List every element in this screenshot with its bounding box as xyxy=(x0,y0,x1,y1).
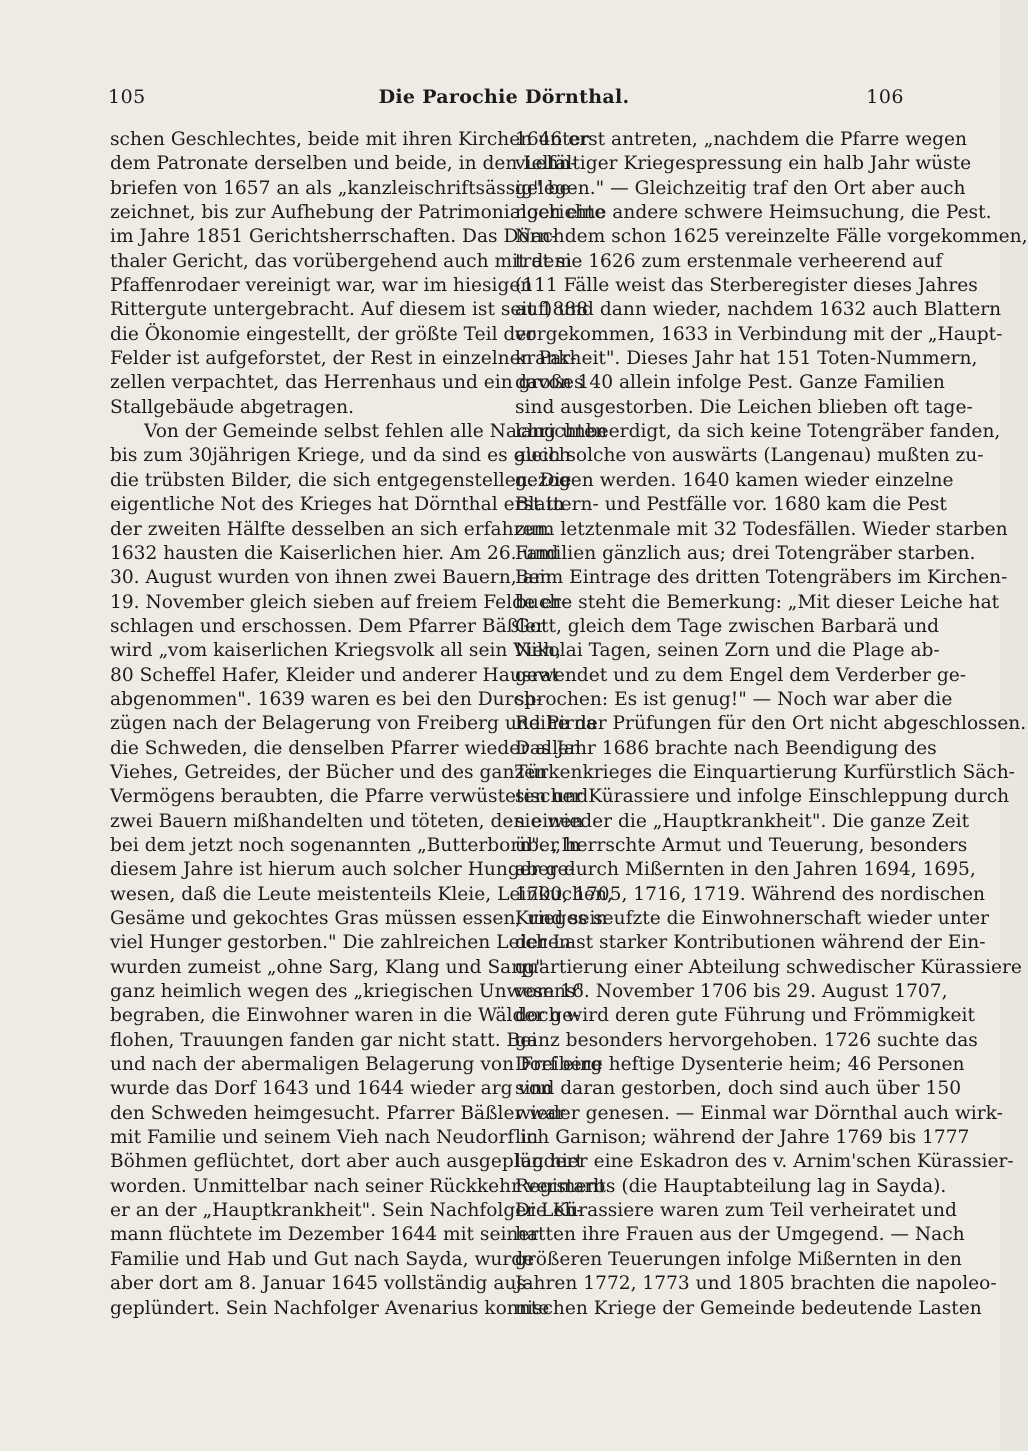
text-line: lag hier eine Eskadron des v. Arnim'schen Kürassier- xyxy=(515,1151,1014,1173)
text-line: gezogen werden. 1640 kamen wieder einzelne xyxy=(515,469,954,491)
text-line: Krieges seufzte die Einwohnerschaft wieder unter xyxy=(515,908,990,929)
text-line: sischer Kürassiere und infolge Einschleppung durch xyxy=(515,786,1010,808)
text-line: (111 Fälle weist das Sterberegister dieses Jahres xyxy=(515,275,978,297)
text-line: doch wird deren gute Führung und Frömmigkeit xyxy=(515,1005,975,1027)
text-line: nischen Kriege der Gemeinde bedeutende Lasten xyxy=(515,1297,982,1319)
text-line: bei dem jetzt noch sogenannten „Butterborn". „In xyxy=(110,834,581,856)
text-line: Nachdem schon 1625 vereinzelte Fälle vorgekommen, xyxy=(515,226,1028,248)
text-line: die trübsten Bilder, die sich entgegenstellen. Die xyxy=(110,469,572,491)
text-line: vielfältiger Kriegespressung ein halb Jahr wüste xyxy=(515,153,972,175)
text-line: sprochen: Es ist genug!" — Noch war aber die xyxy=(515,688,953,710)
text-line: Rittergute untergebracht. Auf diesem ist seit 1888 xyxy=(110,299,589,321)
text-line: Gesäme und gekochtes Gras müssen essen, und sein xyxy=(110,908,608,929)
text-line: Beim Eintrage des dritten Totengräbers im Kirchen- xyxy=(515,567,1008,589)
text-line: Türkenkrieges die Einquartierung Kurfürstlich Säch- xyxy=(515,761,1015,783)
text-line: vorgekommen, 1633 in Verbindung mit der „Haupt- xyxy=(515,323,1003,345)
text-line: noch eine andere schwere Heimsuchung, die Pest. xyxy=(515,202,992,224)
text-line: Von der Gemeinde selbst fehlen alle Nachrichten xyxy=(144,421,608,443)
left-text-column xyxy=(110,128,613,1321)
text-line: im Jahre 1851 Gerichtsherrschaften. Das Dörn- xyxy=(110,226,557,248)
text-line: zeichnet, bis zur Aufhebung der Patrimonialgerichte xyxy=(110,202,606,224)
text-line: flohen, Trauungen fanden gar nicht statt. Bei xyxy=(110,1029,538,1051)
text-line: dem Patronate derselben und beide, in den Lehn- xyxy=(110,153,577,175)
text-line: den Schweden heimgesucht. Pfarrer Bäßler war xyxy=(110,1102,566,1124)
text-line: Pfaffenrodaer vereinigt war, war im hiesigen xyxy=(110,275,533,297)
text-line: Jahren 1772, 1773 und 1805 brachten die napoleo- xyxy=(515,1273,997,1295)
text-line: 1700, 1705, 1716, 1719. Während des nordischen xyxy=(515,883,985,905)
text-line: gelegen." — Gleichzeitig traf den Ort aber auch xyxy=(515,177,966,199)
text-line: vom 16. November 1706 bis 29. August 1707, xyxy=(515,981,948,1003)
text-line: davon 140 allein infolge Pest. Ganze Familien xyxy=(515,372,945,394)
text-line: auch solche von auswärts (Langenau) mußten zu- xyxy=(515,445,984,467)
text-line: Die Kürassiere waren zum Teil verheiratet und xyxy=(515,1200,957,1222)
text-line: der Last starker Kontributionen während der Ein- xyxy=(515,932,986,954)
text-line: Vermögens beraubten, die Pfarre verwüsteten und xyxy=(110,786,589,808)
text-line: trat sie 1626 zum erstenmale verheerend auf xyxy=(515,250,943,272)
text-line: schlagen und erschossen. Dem Pfarrer Bäßler xyxy=(110,615,545,637)
text-line: aber dort am 8. Januar 1645 vollständig aus- xyxy=(110,1273,533,1295)
text-line: aber durch Mißernten in den Jahren 1694, 1695, xyxy=(515,859,976,881)
text-line: begraben, die Einwohner waren in die Wälder ge- xyxy=(110,1005,580,1027)
text-line: quartierung einer Abteilung schwedischer Kürassiere xyxy=(515,956,1022,978)
text-line: lich Garnison; während der Jahre 1769 bis 1777 xyxy=(515,1127,970,1149)
text-line: Reihe der Prüfungen für den Ort nicht abgeschlossen. xyxy=(515,713,1027,735)
text-line: ganz heimlich wegen des „kriegischen Unwesens" xyxy=(110,981,585,1003)
text-line: zellen verpachtet, das Herrenhaus und ein großes xyxy=(110,372,584,394)
text-line: zum letztenmale mit 32 Todesfällen. Wieder starben xyxy=(515,518,1008,540)
text-line: wesen, daß die Leute meistenteils Kleie, Leinkuchen, xyxy=(110,883,613,905)
text-line: geplündert. Sein Nachfolger Avenarius konnte xyxy=(110,1297,550,1319)
text-line: viel Hunger gestorben." Die zahlreichen Leichen xyxy=(110,932,571,954)
text-line: Nikolai Tagen, seinen Zorn und die Plage ab- xyxy=(515,640,940,662)
left-page-number: 105 xyxy=(108,86,146,108)
text-line: mit Familie und seinem Vieh nach Neudorf in xyxy=(110,1127,539,1149)
text-line: wurden zumeist „ohne Sarg, Klang und Sang" xyxy=(110,956,544,978)
text-line: sind ausgestorben. Die Leichen blieben oft tage- xyxy=(515,396,973,418)
text-line: Dorf eine heftige Dysenterie heim; 46 Personen xyxy=(515,1054,965,1076)
text-line: bis zum 30jährigen Kriege, und da sind es gleich xyxy=(110,445,571,467)
text-line: über herrschte Armut und Teuerung, besonders xyxy=(515,834,968,856)
text-line: zügen nach der Belagerung von Freiberg und Pirna xyxy=(110,713,597,735)
text-line: briefen von 1657 an als „kanzleischriftsässig" be- xyxy=(110,177,577,199)
text-line: ganz besonders hervorgehoben. 1726 suchte das xyxy=(515,1029,978,1051)
text-line: sind daran gestorben, doch sind auch über 150 xyxy=(515,1078,962,1100)
text-line: schen Geschlechtes, beide mit ihren Kirchen unter xyxy=(110,129,590,150)
text-line: Das Jahr 1686 brachte nach Beendigung des xyxy=(515,737,937,759)
text-line: Böhmen geflüchtet, dort aber auch ausgeplündert xyxy=(110,1151,583,1173)
text-line: 1632 hausten die Kaiserlichen hier. Am 26. und xyxy=(110,542,559,564)
text-line: sie wieder die „Hauptkrankheit". Die ganze Zeit xyxy=(515,810,970,832)
text-line: auf) und dann wieder, nachdem 1632 auch Blattern xyxy=(515,299,1002,321)
text-line: 80 Scheffel Hafer, Kleider und anderer Hausrat xyxy=(110,664,559,686)
text-line: hatten ihre Frauen aus der Umgegend. — Nach xyxy=(515,1224,965,1246)
text-line: 19. November gleich sieben auf freiem Felde er- xyxy=(110,591,568,613)
text-line: Felder ist aufgeforstet, der Rest in einzelnen Par- xyxy=(110,348,577,370)
text-line: 1646 erst antreten, „nachdem die Pfarre wegen xyxy=(515,129,968,150)
text-line: worden. Unmittelbar nach seiner Rückkehr verstarb xyxy=(110,1175,606,1197)
text-line: diesem Jahre ist hierum auch solcher Hunger ge- xyxy=(110,859,575,881)
text-line: Familien gänzlich aus; drei Totengräber starben. xyxy=(515,542,976,564)
text-line: thaler Gericht, das vorübergehend auch mit dem xyxy=(110,250,572,272)
text-line: 30. August wurden von ihnen zwei Bauern, am xyxy=(110,567,552,589)
text-line: der zweiten Hälfte desselben an sich erfahren. xyxy=(110,518,552,540)
text-line: größeren Teuerungen infolge Mißernten in den xyxy=(515,1248,962,1270)
text-line: er an der „Hauptkrankheit". Sein Nachfolger Leh- xyxy=(110,1200,583,1222)
text-line: wird „vom kaiserlichen Kriegsvolk all sein Vieh, xyxy=(110,640,562,662)
text-line: die Ökonomie eingestellt, der größte Teil der xyxy=(110,323,536,345)
running-title: Die Parochie Dörnthal. xyxy=(378,86,630,108)
text-line: Stallgebäude abgetragen. xyxy=(110,396,355,418)
text-line: Familie und Hab und Gut nach Sayda, wurde xyxy=(110,1248,535,1270)
text-line: eigentliche Not des Krieges hat Dörnthal erst in xyxy=(110,494,565,516)
text-line: buche steht die Bemerkung: „Mit dieser Leiche hat xyxy=(515,591,1000,613)
right-page-number: 106 xyxy=(866,86,904,108)
text-line: wurde das Dorf 1643 und 1644 wieder arg von xyxy=(110,1078,553,1100)
text-line: gewendet und zu dem Engel dem Verderber ge- xyxy=(515,664,967,686)
text-line: lang unbeerdigt, da sich keine Totengräber fanden, xyxy=(515,421,1001,443)
text-line: Gott, gleich dem Tage zwischen Barbarä und xyxy=(515,615,940,637)
text-line: und nach der abermaligen Belagerung von Freiberg xyxy=(110,1054,603,1076)
text-line: die Schweden, die denselben Pfarrer wieder allen xyxy=(110,737,582,759)
text-line: Regiments (die Hauptabteilung lag in Sayda). xyxy=(515,1175,947,1197)
text-line: mann flüchtete im Dezember 1644 mit seiner xyxy=(110,1224,539,1246)
text-line: zwei Bauern mißhandelten und töteten, den einen xyxy=(110,810,584,832)
page-header xyxy=(104,86,904,116)
right-text-column xyxy=(515,128,1028,1321)
text-line: Blattern- und Pestfälle vor. 1680 kam die Pest xyxy=(515,494,947,516)
text-line: krankheit". Dieses Jahr hat 151 Toten-Nummern, xyxy=(515,348,978,370)
text-line: wieder genesen. — Einmal war Dörnthal auch wirk- xyxy=(515,1102,1003,1124)
text-line: Viehes, Getreides, der Bücher und des ganzen xyxy=(110,761,548,783)
text-line: abgenommen". 1639 waren es bei den Durch- xyxy=(110,688,543,710)
